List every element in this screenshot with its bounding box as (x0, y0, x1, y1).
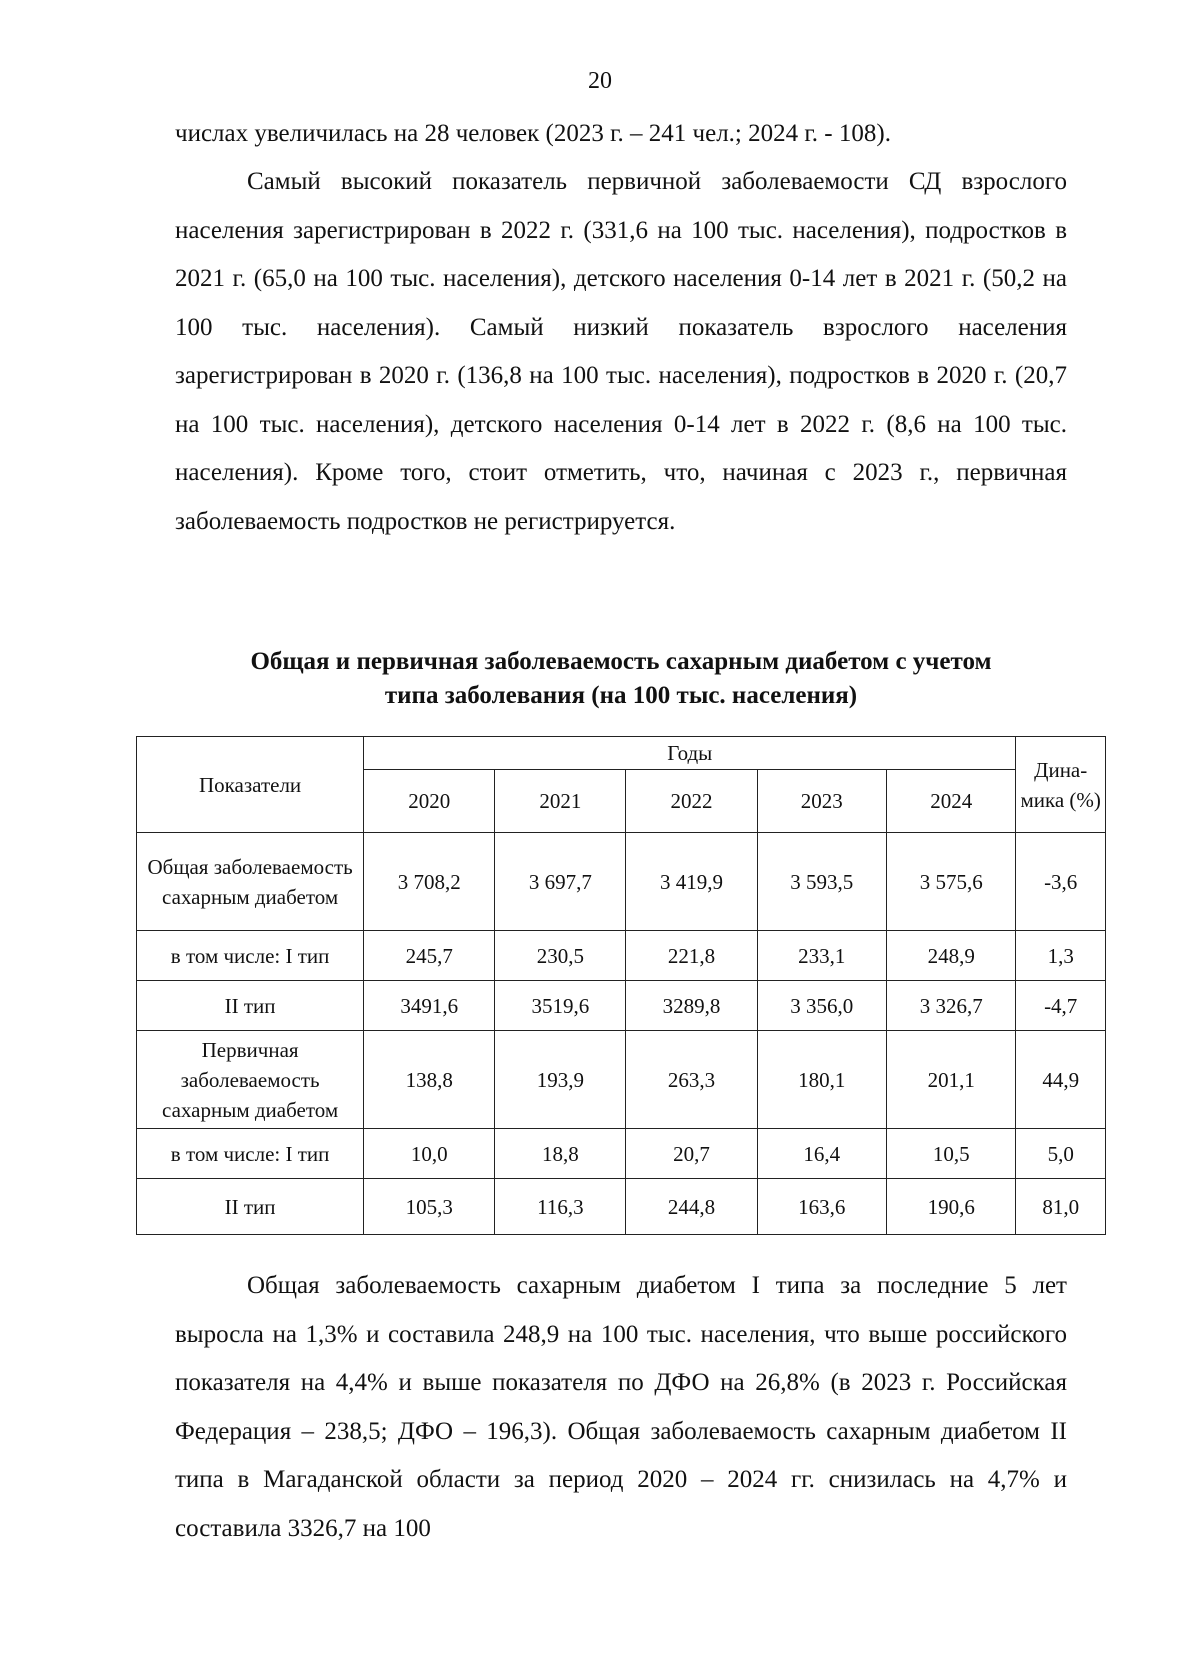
row-label: Первичная заболеваемость сахарным диабетом (137, 1031, 364, 1129)
table-row (137, 1179, 1106, 1235)
cell-value: 230,5 (495, 931, 626, 981)
cell-value: 245,7 (364, 931, 495, 981)
cell-value: 3 697,7 (495, 833, 626, 931)
header-years: Годы (364, 737, 1016, 770)
cell-dynamics: 81,0 (1016, 1179, 1106, 1235)
header-year: 2024 (887, 770, 1016, 833)
header-indicators: Показатели (137, 737, 364, 833)
header-year: 2023 (757, 770, 886, 833)
cell-value: 3 575,6 (887, 833, 1016, 931)
paragraph-continuation: числах увеличилась на 28 человек (2023 г. – 241 чел.; 2024 г. - 108). (175, 120, 891, 147)
paragraph-type-analysis: Общая заболеваемость сахарным диабетом I типа за последние 5 лет выросла на 1,3% и составила 248,9 на 100 тыс. населения, что выше российского показателя на 4,4% и выше показателя по ДФО на 26,8% (в 2023 г. Российская Федерация – 238,5; ДФО – 196,3). Общая заболеваемость сахарным диабетом II типа в Магаданской области за период 2020 – 2024 гг. снизилась на 4,7% и составила 3326,7 на 100 (175, 1272, 1067, 1542)
header-year: 2022 (626, 770, 757, 833)
cell-value: 18,8 (495, 1129, 626, 1179)
table-title-line-2: типа заболевания (на 100 тыс. населения) (384, 682, 858, 709)
header-dynamics: Дина-мика (%) (1016, 737, 1106, 833)
cell-value: 3519,6 (495, 981, 626, 1031)
row-label: в том числе: I тип (137, 1129, 364, 1179)
row-label: II тип (137, 981, 364, 1031)
cell-dynamics: 1,3 (1016, 931, 1106, 981)
incidence-table (136, 736, 1106, 1235)
paragraph-primary-incidence: Самый высокий показатель первичной заболеваемости СД взрослого населения зарегистрирован в 2022 г. (331,6 на 100 тыс. населения), подростков в 2021 г. (65,0 на 100 тыс. населения), детского населения 0-14 лет в 2021 г. (50,2 на 100 тыс. населения). Самый низкий показатель взрослого населения зарегистрирован в 2020 г. (136,8 на 100 тыс. населения), подростков в 2020 г. (20,7 на 100 тыс. населения), детского населения 0-14 лет в 2022 г. (8,6 на 100 тыс. населения). Кроме того, стоит отметить, что, начиная с 2023 г., первичная заболеваемость подростков не регистрируется. (175, 168, 1067, 535)
header-year: 2020 (364, 770, 495, 833)
cell-value: 105,3 (364, 1179, 495, 1235)
table-title (130, 645, 1112, 713)
cell-value: 263,3 (626, 1031, 757, 1129)
cell-value: 221,8 (626, 931, 757, 981)
cell-value: 180,1 (757, 1031, 886, 1129)
header-year: 2021 (495, 770, 626, 833)
cell-dynamics: 44,9 (1016, 1031, 1106, 1129)
table-row (137, 931, 1106, 981)
cell-value: 138,8 (364, 1031, 495, 1129)
cell-value: 244,8 (626, 1179, 757, 1235)
cell-dynamics: 5,0 (1016, 1129, 1106, 1179)
table-row (137, 1129, 1106, 1179)
cell-value: 201,1 (887, 1031, 1016, 1129)
table-row (137, 833, 1106, 931)
cell-value: 248,9 (887, 931, 1016, 981)
table-title-line-1: Общая и первичная заболеваемость сахарным диабетом с учетом (250, 648, 992, 675)
table-row (137, 1031, 1106, 1129)
row-label: II тип (137, 1179, 364, 1235)
cell-value: 3289,8 (626, 981, 757, 1031)
cell-value: 233,1 (757, 931, 886, 981)
cell-value: 3 356,0 (757, 981, 886, 1031)
cell-value: 10,5 (887, 1129, 1016, 1179)
cell-value: 190,6 (887, 1179, 1016, 1235)
cell-value: 3 326,7 (887, 981, 1016, 1031)
cell-value: 3 708,2 (364, 833, 495, 931)
cell-value: 10,0 (364, 1129, 495, 1179)
cell-value: 3491,6 (364, 981, 495, 1031)
cell-value: 3 419,9 (626, 833, 757, 931)
row-label: в том числе: I тип (137, 931, 364, 981)
table-header-row (137, 737, 1106, 770)
table-row (137, 981, 1106, 1031)
cell-value: 163,6 (757, 1179, 886, 1235)
cell-value: 16,4 (757, 1129, 886, 1179)
cell-dynamics: -3,6 (1016, 833, 1106, 931)
cell-dynamics: -4,7 (1016, 981, 1106, 1031)
cell-value: 193,9 (495, 1031, 626, 1129)
cell-value: 3 593,5 (757, 833, 886, 931)
cell-value: 20,7 (626, 1129, 757, 1179)
page-number: 20 (588, 68, 612, 94)
row-label: Общая заболеваемость сахарным диабетом (137, 833, 364, 931)
cell-value: 116,3 (495, 1179, 626, 1235)
